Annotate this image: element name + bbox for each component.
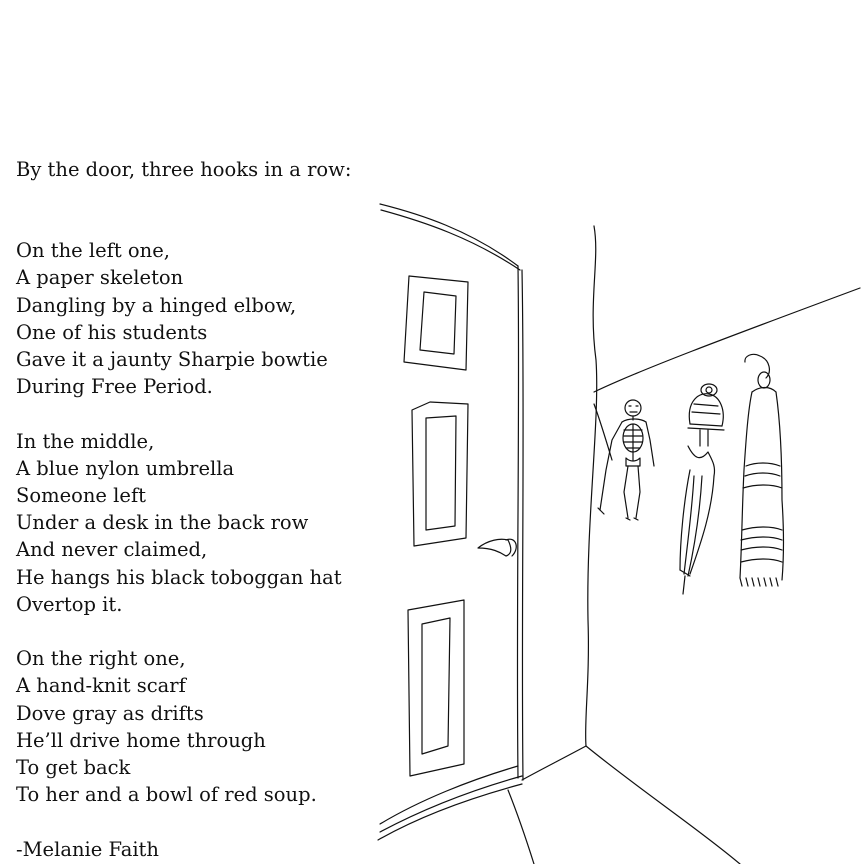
poem-line: He’ll drive home through — [16, 728, 266, 752]
stanza-left-hook — [16, 237, 376, 400]
poem-intro: By the door, three hooks in a row: — [16, 158, 352, 181]
hook-icon — [758, 372, 770, 388]
door-handle-icon — [478, 539, 511, 556]
door-edge — [522, 270, 523, 780]
stanza-gap — [16, 183, 376, 237]
hook-icon — [745, 354, 769, 378]
poem-line: And never claimed, — [16, 538, 208, 562]
floor-line — [508, 790, 534, 864]
poem-line: During Free Period. — [16, 375, 213, 399]
poem-line: One of his students — [16, 320, 208, 344]
door-top-edge — [381, 210, 520, 270]
door-bottom-edge — [378, 784, 522, 840]
poem-line: Under a desk in the back row — [16, 511, 309, 535]
wall-top-line — [594, 288, 860, 392]
poem-line: On the left one, — [16, 239, 170, 263]
door-bottom-edge — [380, 766, 518, 824]
floor-line — [586, 746, 740, 864]
door-panel-upper — [404, 276, 468, 370]
poem-line: Dangling by a hinged elbow, — [16, 293, 297, 317]
poem-line: Overtop it. — [16, 592, 123, 616]
stanza-right-hook — [16, 645, 376, 808]
poem-line: He hangs his black toboggan hat — [16, 565, 342, 589]
stanza-gap — [16, 400, 376, 427]
door-panel-upper-inner — [420, 292, 456, 354]
poem-line: Gave it a jaunty Sharpie bowtie — [16, 348, 328, 372]
floor-line — [522, 746, 586, 780]
wall-corner — [586, 226, 597, 746]
poem-line: A blue nylon umbrella — [16, 456, 235, 480]
door-panel-lower-inner — [422, 618, 450, 754]
door-bottom-edge — [380, 776, 522, 832]
umbrella-icon — [680, 446, 715, 594]
poem-line: On the right one, — [16, 647, 186, 671]
scarf-icon — [740, 388, 784, 587]
poem-line: To get back — [16, 756, 131, 780]
door-edge — [517, 266, 518, 778]
door-panel-middle — [412, 402, 468, 546]
skeleton-icon — [598, 400, 654, 520]
door-illustration — [370, 196, 864, 864]
door-panel-middle-inner — [426, 416, 456, 530]
stanza-middle-hook — [16, 428, 376, 618]
poem-line: In the middle, — [16, 429, 155, 453]
door-drawing-svg — [370, 196, 864, 864]
poem — [16, 156, 376, 863]
poem-line: A hand-knit scarf — [16, 674, 186, 698]
poem-line: Dove gray as drifts — [16, 701, 204, 725]
poem-line: A paper skeleton — [16, 266, 184, 290]
stanza-gap — [16, 618, 376, 645]
poem-line: To her and a bowl of red soup. — [16, 783, 317, 807]
poem-line: Someone left — [16, 484, 146, 508]
toboggan-hat-icon — [688, 384, 724, 446]
stanza-gap — [16, 808, 376, 835]
door-top-edge — [380, 204, 518, 266]
poem-signature: -Melanie Faith — [16, 837, 159, 861]
